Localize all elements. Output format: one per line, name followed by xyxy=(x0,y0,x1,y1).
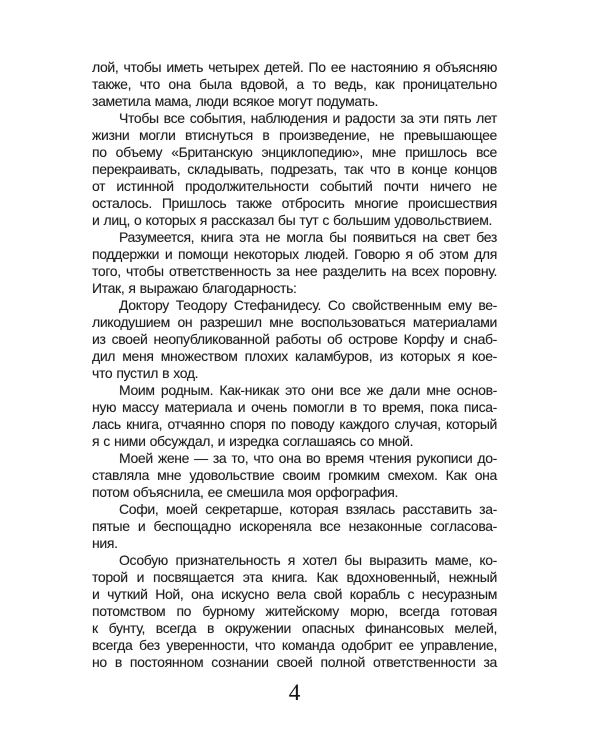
text-line: заметила мама, люди всякое могут подумать. xyxy=(92,93,379,109)
text-line: от истинной продолжительности событий почти ничего не xyxy=(92,178,497,194)
text-line: Итак, я выражаю благодарность: xyxy=(92,280,297,296)
text-line: но в постоянном сознании своей полной ответственности за xyxy=(92,654,497,670)
text-line: также, что она была вдовой, а то ведь, как проницательно xyxy=(92,76,497,92)
text-line: Особую признательность я хотел бы выразить маме, ко- xyxy=(119,552,497,568)
text-line: того, чтобы ответственность за нее разделить на всех поровну. xyxy=(92,263,497,279)
text-line: и чуткий Ной, она искусно вела свой корабль с несуразным xyxy=(92,586,497,602)
text-line: ную массу материала и очень помогли в то время, пока писа- xyxy=(92,399,497,415)
text-line: Чтобы все события, наблюдения и радости за эти пять лет xyxy=(119,110,497,126)
text-line: ставляла мне удовольствие своим громким смехом. Как она xyxy=(92,467,497,483)
text-line: лась книга, отчаянно споря по поводу каждого случая, который xyxy=(92,416,497,432)
text-line: осталось. Пришлось также отбросить многие происшествия xyxy=(92,195,497,211)
text-line: поддержки и помощи некоторых людей. Говорю я об этом для xyxy=(92,246,497,262)
text-line: дил меня множеством плохих каламбуров, из которых я кое- xyxy=(92,348,497,364)
text-line: потом объяснила, ее смешила моя орфография. xyxy=(92,484,399,500)
text-line: ния. xyxy=(92,535,118,551)
text-line: потомством по бурному житейскому морю, всегда готовая xyxy=(92,603,497,619)
text-line: Доктору Теодору Стефанидесу. Со свойственным ему ве- xyxy=(119,297,497,313)
text-line: Моим родным. Как-никак это они все же дали мне основ- xyxy=(119,382,497,398)
text-line: Моей жене — за то, что она во время чтения рукописи до- xyxy=(119,450,497,466)
text-line: лой, чтобы иметь четырех детей. По ее настоянию я объясняю xyxy=(92,59,497,75)
body-text xyxy=(92,59,497,671)
text-line: ликодушием он разрешил мне воспользоваться материалами xyxy=(92,314,497,330)
text-line: жизни могли втиснуться в произведение, не превышающее xyxy=(92,127,497,143)
text-line: Софи, моей секретарше, которая взялась расставить за- xyxy=(119,501,497,517)
text-line: и лиц, о которых я рассказал бы тут с большим удовольствием. xyxy=(92,212,493,228)
text-line: всегда без уверенности, что команда одобрит ее управление, xyxy=(92,637,497,653)
text-line: к бунту, всегда в окружении опасных финансовых мелей, xyxy=(92,620,497,636)
text-line: что пустил в ход. xyxy=(92,365,199,381)
text-line: пятые и беспощадно искореняла все незаконные согласова- xyxy=(92,518,497,534)
text-line: из своей неопубликованной работы об острове Корфу и снаб- xyxy=(92,331,497,347)
text-line: по объему «Британскую энциклопедию», мне пришлось все xyxy=(92,144,497,160)
text-line: я с ними обсуждал, и изредка соглашаясь со мной. xyxy=(92,433,414,449)
text-line: торой и посвящается эта книга. Как вдохновенный, нежный xyxy=(92,569,497,585)
page-number: 4 xyxy=(288,680,301,705)
text-line: перекраивать, складывать, подрезать, так что в конце концов xyxy=(92,161,497,177)
text-line: Разумеется, книга эта не могла бы появиться на свет без xyxy=(119,229,497,245)
